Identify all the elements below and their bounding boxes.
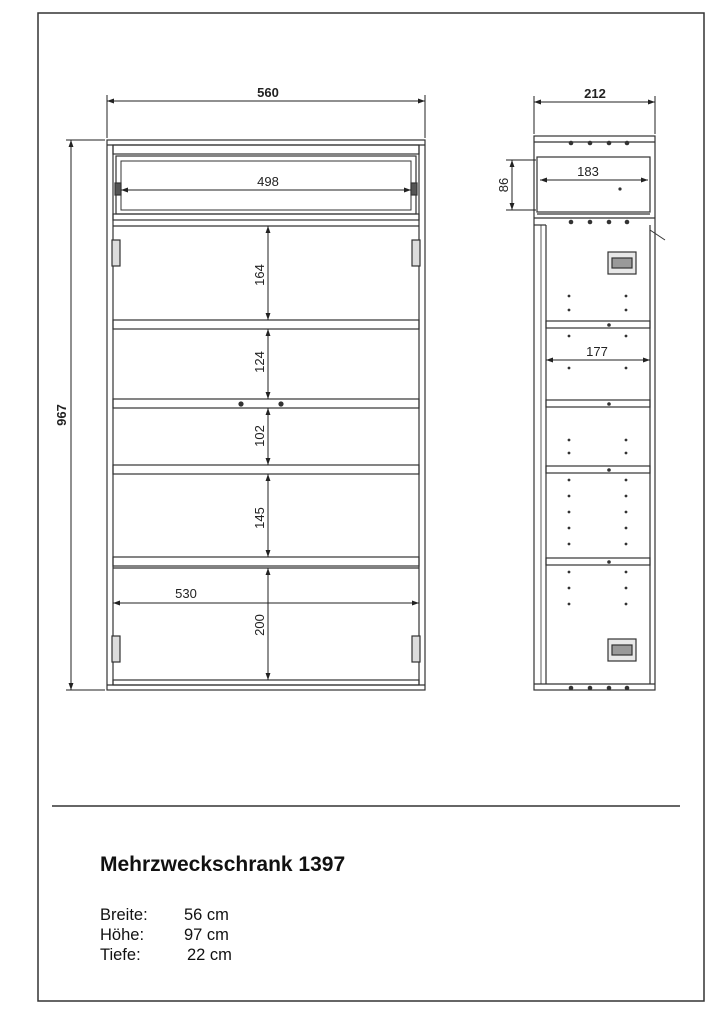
shelf-4 <box>113 557 419 566</box>
spec-value: 97 cm <box>184 926 229 944</box>
product-specs <box>100 905 232 965</box>
shelf-1 <box>113 320 419 329</box>
dim-compartment-3: 102 <box>252 425 267 447</box>
dim-drawer-inner-width: 498 <box>257 174 279 189</box>
spec-row-width <box>100 905 232 925</box>
spec-row-height <box>100 925 232 945</box>
side-cabinet-outline <box>534 136 655 690</box>
product-title: Mehrzweckschrank 1397 <box>100 853 346 876</box>
spec-label: Breite: <box>100 906 148 924</box>
dim-compartment-4: 145 <box>252 507 267 529</box>
front-view <box>107 140 425 690</box>
dim-drawer-height: 86 <box>496 177 511 193</box>
dim-depth-side: 212 <box>584 86 606 101</box>
side-view <box>534 136 665 690</box>
spec-value: 22 cm <box>187 946 232 964</box>
spec-label: Tiefe: <box>100 946 141 964</box>
dim-compartment-2: 124 <box>252 351 267 373</box>
dim-inner-depth: 177 <box>586 344 608 359</box>
dim-drawer-depth: 183 <box>577 164 599 179</box>
spec-label: Höhe: <box>100 926 145 944</box>
dim-overall-height: 967 <box>54 404 69 426</box>
spec-row-depth <box>100 945 232 965</box>
spec-value: 56 cm <box>184 906 229 924</box>
dim-inner-width: 530 <box>175 586 197 601</box>
dim-compartment-5: 200 <box>252 614 267 636</box>
side-view-holes <box>568 141 630 691</box>
shelf-3 <box>113 465 419 474</box>
dim-overall-width: 560 <box>257 85 279 100</box>
dim-compartment-1: 164 <box>252 264 267 286</box>
front-cabinet-outline <box>107 140 425 690</box>
shelf-2 <box>113 399 419 408</box>
